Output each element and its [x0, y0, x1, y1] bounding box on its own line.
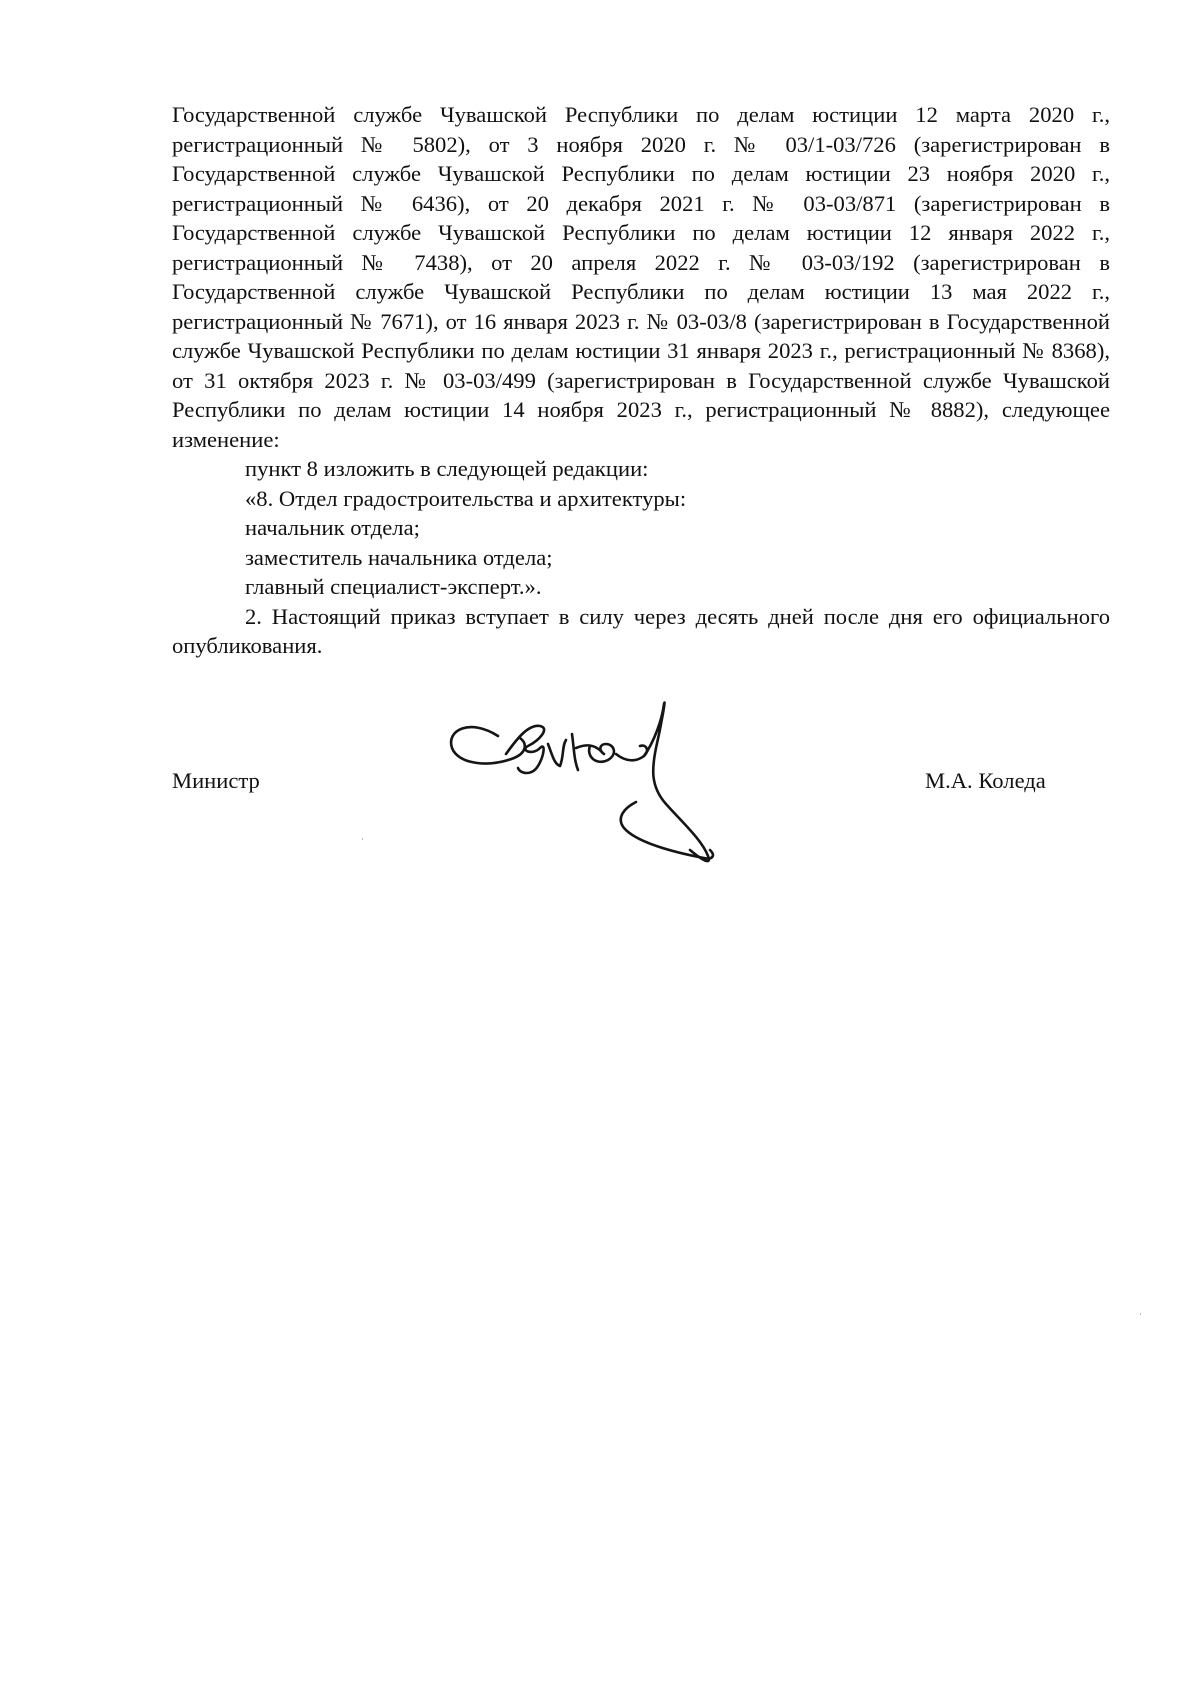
document-body — [172, 100, 1110, 661]
amendment-instruction: пункт 8 изложить в следующей редакции: — [245, 456, 649, 481]
position-line: заместитель начальника отдела; — [245, 544, 553, 570]
signatory-name: М.А. Коледа — [925, 768, 1046, 793]
scan-speck — [362, 838, 363, 840]
intro-paragraph: Государственной службе Чувашской Республики по делам юстиции 12 марта 2020 г., регистрационный № 5802), от 3 ноября 2020 г. № 03/1-03/726 (зарегистрирован в Государственной службе Чувашской Республики по делам юстиции 23 ноября 2020 г., регистрационный № 6436), от 20 декабря 2021 г. № 03-03/871 (зарегистрирован в Государственной службе Чувашской Республики по делам юстиции 12 января 2022 г., регистрационный № 7438), от 20 апреля 2022 г. № 03-03/192 (зарегистрирован в Государственной службе Чувашской Республики по делам юстиции 13 мая 2022 г., регистрационный № 7671), от 16 января 2023 г. № 03-03/8 (зарегистрирован в Государственной службе Чувашской Республики по делам юстиции 31 января 2023 г., регистрационный № 8368), от 31 октября 2023 г. № 03-03/499 (зарегистрирован в Государственной службе Чувашской Республики по делам юстиции 14 ноября 2023 г., регистрационный № 8882), следующее изменение: — [172, 102, 1110, 452]
scan-speck — [1140, 1313, 1141, 1315]
position-line: начальник отдела; — [245, 515, 420, 540]
final-paragraph: 2. Настоящий приказ вступает в силу через десять дней после дня его официального опубликования. — [172, 603, 1110, 658]
position-line: главный специалист-эксперт.». — [245, 574, 542, 599]
department-heading: «8. Отдел градостроительства и архитектуры: — [245, 485, 687, 511]
signatory-title: Министр — [172, 768, 260, 793]
handwritten-signature — [440, 700, 800, 890]
